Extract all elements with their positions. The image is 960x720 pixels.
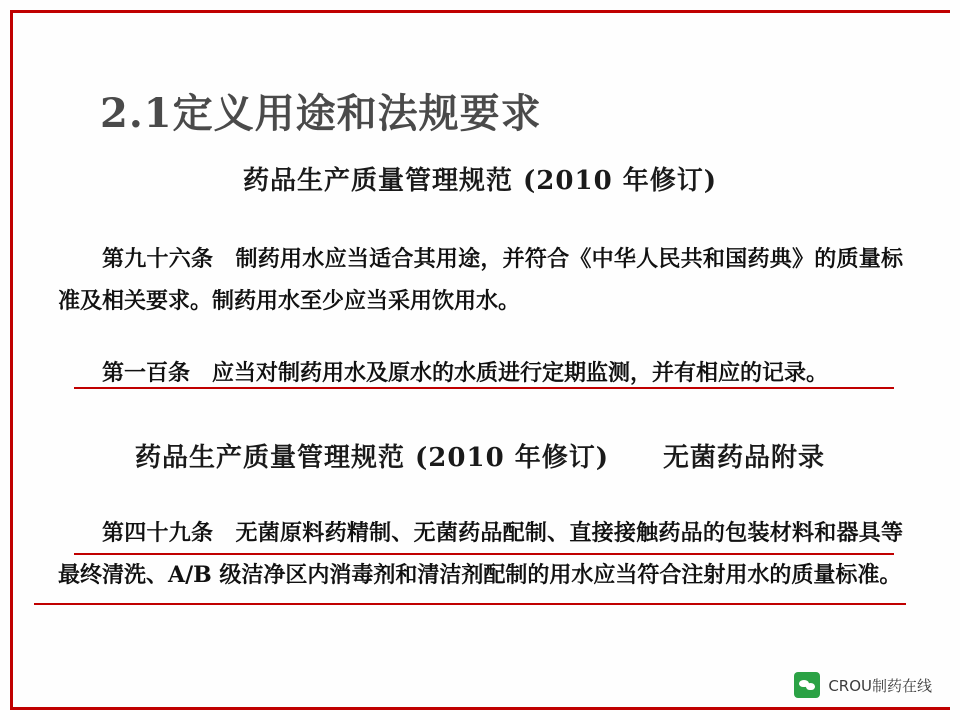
- paragraph-article-96: 第九十六条 制药用水应当适合其用途，并符合《中华人民共和国药典》的质量标准及相关要求。制药用水至少应当采用饮用水。: [58, 246, 903, 314]
- leaf-logo-icon: [794, 672, 820, 698]
- underline-article-49-line2: [34, 603, 906, 605]
- slide-border-left: [10, 10, 13, 710]
- watermark-label: CROU制药在线: [828, 676, 932, 695]
- watermark: [794, 672, 932, 698]
- underline-article-49-line1: [74, 553, 894, 555]
- paragraph-article-49: 第四十九条 无菌原料药精制、无菌药品配制、直接接触药品的包装材料和器具等最终清洗、A/B 级洁净区内消毒剂和清洁剂配制的用水应当符合注射用水的质量标准。: [58, 520, 903, 588]
- underline-article-100: [74, 387, 894, 389]
- section-heading-2: 药品生产质量管理规范 (2010 年修订) 无菌药品附录: [134, 443, 826, 473]
- slide-border-top: [10, 10, 950, 13]
- slide-border-bottom: [10, 707, 950, 710]
- section-heading-1: 药品生产质量管理规范 (2010 年修订): [242, 166, 718, 196]
- page-title: 2.1定义用途和法规要求: [100, 90, 542, 137]
- paragraph-article-100: 第一百条 应当对制药用水及原水的水质进行定期监测，并有相应的记录。: [102, 360, 829, 386]
